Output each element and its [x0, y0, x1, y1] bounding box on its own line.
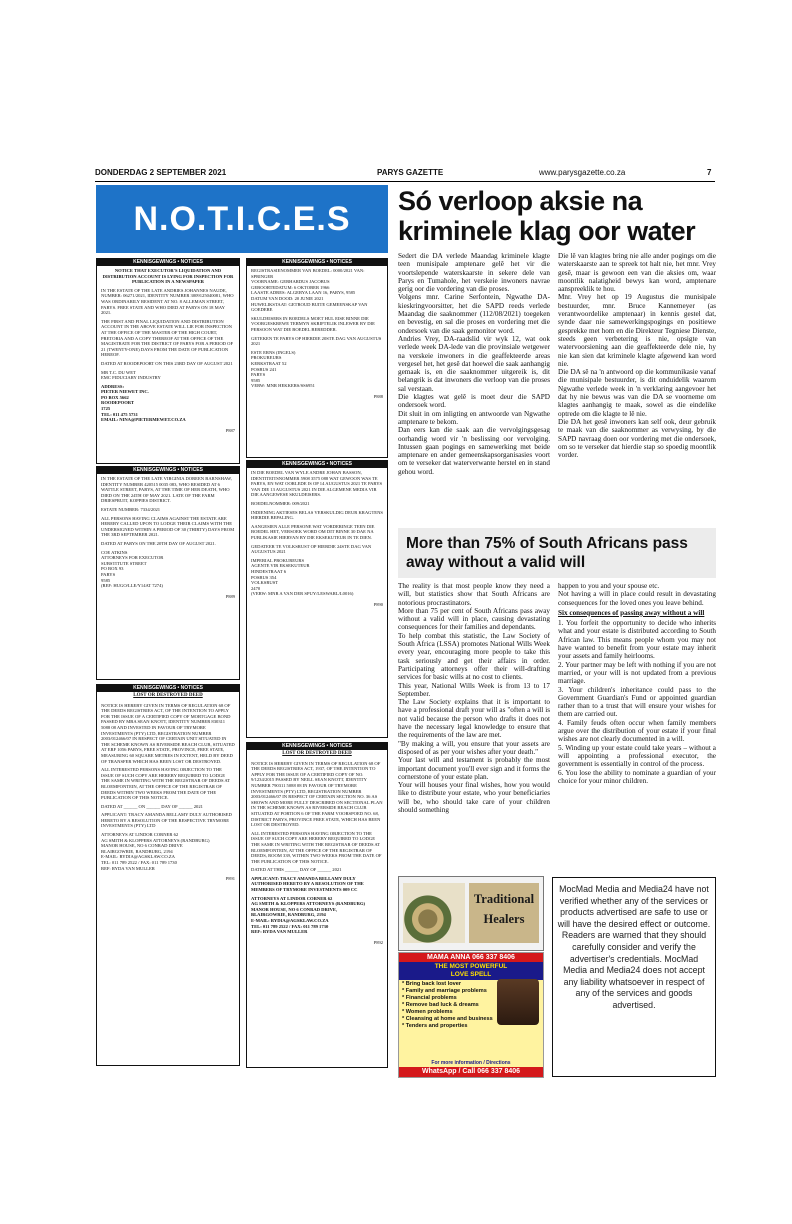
notice-ref: P892: [373, 939, 383, 945]
notice-paragraph: ALL PERSONS HAVING CLAIMS AGAINST THE ESTATE ARE HEREBY CALLED UPON TO LODGE THEIR CLAIMS WITH THE UNDERSIGNED WITHIN A PERIOD OF 30 (THIRTY) DAYS FROM THE 3RD SEPTEMBER 2021.: [101, 515, 235, 538]
article-headline-wills: More than 75% of South Africans pass away without a valid will: [398, 528, 716, 578]
ad-service-item: * Financial problems: [402, 995, 457, 1001]
notice-box-lost-deed-2: [246, 742, 388, 1068]
masthead: [95, 168, 715, 182]
notice-bar: KENNISGEWINGS • NOTICES: [247, 743, 387, 750]
notice-paragraph: SKULDEISERS IN BOEDELS MOET HUL EISE BINNE DIE VOORGESKREWE TERMYN SKRIFTELIK INLEWER BY DIE PERSOON WAT DIE BOEDEL BEREDDER.: [251, 315, 375, 332]
ad-service-item: * Tenders and properties: [402, 1023, 468, 1029]
advertising-disclaimer: [552, 877, 716, 1077]
healers-line-1: Traditional: [473, 892, 535, 906]
notice-paragraph: THE FIRST AND FINAL LIQUIDATION AND DISTRIBUTION ACCOUNT IN THE ABOVE ESTATE WILL LIE FOR INSPECTION AT THE OFFICE OF THE MASTER OF THE HIGH COURT, PRETORIA AND A COPY THEREOF AT THE OFFICE OF THE MAGISTRATE FOR THE DISTRICT OF PARYS FOR A PERIOD OF 21 (TWENTY-ONE) DAYS FROM THE DATE OF PUBLICATION HEREOF.: [101, 318, 234, 358]
notice-paragraph: IN THE ESTATE OF THE LATE VIRGINIA DOREEN BARNSHAW, IDENTITY NUMBER 420515 0035 083, WHO RESIDED AT 6 WATTLE STREET, PARYS, AT THE TIME OF HER DEATH, WHO DIED ON THE 24TH OF MAY 2021. LATE OF THE FARM DRIESPRUIT, KOPPIES DISTRICT.: [101, 476, 232, 504]
notice-paragraph: MR T.C. DU WET EMC FIDUCIARY INDUSTRY: [101, 369, 161, 381]
notice-paragraph: BOEDELNOMMER: 009/2021: [251, 500, 310, 506]
healers-line-2: Healers: [483, 912, 525, 926]
healers-title: [469, 883, 539, 943]
notice-paragraph: IN DIE BOEDEL VAN WYLE ANDRE JOHAN BASSON, IDENTITEITSNOMMER 5908 3575 088 WAT GEWOON WAS TE PARYS, EN WAT OORLEDE IS OP 14 AUGUSTUS 2021 TE PARYS VAN DIE 13 AUGUSTUS 2021 IN DIE ALGEMENE MEDIA VIR DIE AANGEWESE SKULDEISERS.: [251, 470, 383, 498]
notice-bar: KENNISGEWINGS • NOTICES: [247, 461, 387, 468]
paper-name: PARYS GAZETTE: [377, 168, 444, 177]
notice-bar: KENNISGEWINGS • NOTICES: [97, 259, 239, 266]
article-paragraph: happen to you and your spouse etc. Not having a will in place could result in devastating consequences for the loved ones you leave behind.: [558, 582, 716, 607]
herbs-image: [403, 883, 465, 943]
notice-address: ADDRESS: PIETER NIEWET INC. PO BOX 5662 ROODEPOORT 1725 TEL: 011 475 5731 EMAIL: NINA@PIETERMEWET.CO.ZA: [101, 383, 186, 423]
ad-more-info: For more information / Directions: [431, 1060, 511, 1066]
ad-service-item: * Family and marriage problems: [402, 988, 487, 994]
notice-paragraph: REGISTRASIENOMMER VAN BOEDEL: 0000/2021 VAN: SPRINGER VOORNAME: GERHARDUS JACOBUS GEBOORTEDATUM: 6 OKTOBER 1966 LAASTE ADRES: ALGERYA LAAN 16, PARYS, 9585 DATUM VAN DOOD: 20 JUNIE 2021 HUWELIKSTAAT: GETROUD BUITE GEMEENSKAP VAN GOEDERE: [251, 268, 368, 313]
notice-title: NOTICE THAT EXECUTOR'S LIQUIDATION AND DISTRIBUTION ACCOUNT IS LYING FOR INSPECTION FOR PUBLICATION IN A NEWSPAPER: [102, 268, 234, 285]
notice-ref: P887: [225, 427, 235, 433]
disclaimer-text: MocMad Media and Media24 have not verified whether any of the services or products advertised are safe to use or will have the desired effect or outcome. Readers are warned that they should carefully consider and verify the advertiser's credentials. MocMad Media and Media24 does not accept any liability whatsoever in respect of any of the services and goods advertised.: [557, 884, 711, 1010]
notice-paragraph: ALL INTERESTED PERSONS HAVING OBJECTION TO THE ISSUE OF SUCH COPY ARE HEREBY REQUIRED TO LODGE THE SAME IN WRITING WITH THE REGISTRAR OF DEEDS AT BLOEMFONTEIN, AT THE OFFICE OF THE REGISTRAR OF DEEDS, ROOM 339, WITHIN TWO WEEKS FROM THE DATE OF THE PUBLICATION OF THIS NOTICE.: [251, 830, 382, 864]
notice-box-basson: [246, 460, 388, 738]
notices-header: N.O.T.I.C.E.S: [96, 185, 388, 253]
ad-service-item: * Bring back lost lover: [402, 981, 462, 987]
article-headline-water: Só verloop aksie na kriminele klag oor water: [398, 186, 696, 246]
notice-paragraph: DATED AT THIS ______ DAY OF ______ 2021: [251, 867, 342, 873]
notice-bar: KENNISGEWINGS • NOTICES: [97, 685, 239, 692]
notice-address: ATTORNEYS AT LINDOR CORNER 62 AG SMITH & KLOPPERS ATTORNEYS (RANDBURG) MANOR HOUSE, NO 6 CONRAD DRIVE, BLAIRGOWRIE, RANDBURG, 2194 E-MAIL: RYDIA@AGSKLAW.CO.ZA TEL: 011 789 2522 / FAX: 011 789 1730 REF: RYDA VAN MULLER: [251, 895, 366, 935]
ad-traditional-healers[interactable]: [398, 876, 544, 951]
notice-box-executor: [96, 258, 240, 464]
ad-service-item: * Remove bad luck & dreams: [402, 1002, 479, 1008]
ad-subtitle: [399, 962, 543, 980]
notice-paragraph: INDIENING AKTIESES BELAS VERSKULDIG DEUR KRAGTENS HIERDIE BEPALING.: [251, 509, 383, 521]
notice-paragraph: GEDATEER TE VOLKSRUST OP HIERDIE 24STE DAG VAN AUGUSTUS 2021: [251, 543, 372, 555]
notice-paragraph: DATED AT ______ ON ______ DAY OF ______ 2021: [101, 803, 203, 809]
notice-paragraph: GETEKEN TE PARYS OP HIERDIE 20STE DAG VAN AUGUSTUS 2021: [251, 335, 382, 347]
ad-service-item: * Women problems: [402, 1009, 453, 1015]
notice-title: LOST OR DESTROYED DEED: [133, 693, 203, 698]
ad-subtitle-line-2: LOVE SPELL: [450, 971, 492, 978]
notice-ref: P889: [225, 593, 235, 599]
article-column: Sedert die DA verlede Maandag kriminele klagte teen munisipale amptenare gelê het vir die voortslepende waterskaarste in sekere dele van Parys en Tumahole, het verskeie inwoners navrae gerig oor die vordering van die proses. Volgens mnr. Carine Serfontein, Ngwathe DA-kieskringvoorsitter, het die SAPD reeds verlede Maandag die saaknommer (112/08/2021) toegeken en bevestig, en sal die proses en vordering met die ondersoek van die saak gemonitor word. Andries Vrey, DA-raadslid vir wyk 12, wat ook verlede week DA-lede van die provinsiale wetgewer na verskeie inwoners in die geaffekteerde areas vergesel het, het gesê dat hoewel die saak aanhangig gemaak is, en die saaknommer uitgereik is, dit belangrik is dat inwoners die verloop van die proses sal verstaan. Die klagtes wat gelê is moet deur die SAPD ondersoek word. Dit sluit in om inligting en antwoorde van Ngwathe amptenare te bekom. Dan eers kan die saak aan die vervolgingsgesag oorhandig word vir 'n beslissing oor vervolging. Intussen gaan pogings en samewerking met beide amptenare en ander gemeenskapsorganisasies voort om te verseker dat waterverwante herstel en in stand gehou word.: [398, 252, 550, 476]
ad-whatsapp[interactable]: WhatsApp / Call 066 337 8406: [399, 1067, 543, 1077]
notice-paragraph: IN THE ESTATE OF THE LATE ANDRIES JOHANNES NAUDE, NUMBER: 06271/2021, IDENTITY NUMBER 3009125040081, WHO WAS ORDINARILY RESIDENT AT NO. 8 ALLEMAN STREET, PARYS. FREE STATE AND WHO DIED AT PARYS ON 18 MAY 2021.: [101, 287, 234, 316]
notice-paragraph: NOTICE IS HEREBY GIVEN IN TERMS OF REGULATION 68 OF THE DEEDS REGISTRIES ACT, 1937, OF THE INTENTION TO APPLY FOR THE ISSUE OF A CERTIFIED COPY OF NO. 9/1234/2015 PASSED BY NEILL SEAN KNOTT, IDENTITY NUMBER 790311 5088 08 IN FAVOUR OF TRYMORE INVESTMENTS (PTY) LTD, REGISTRATION NUMBER 2003/012466/07 IN RESPECT OF CERTAIN SECTION NO. 36 AS SHOWN AND MORE FULLY DESCRIBED ON SECTIONAL PLAN IN THE SCHEME KNOWN AS RIVERSIDE BEACH CLUB SITUATED AT PORTION 6 OF THE FARM VOORSPOED NO. 68, DISTRICT PARYS, PROVINCE FREE STATE, WHICH HAS BEEN LOST OR DESTROYED.: [251, 760, 383, 828]
notice-bar: KENNISGEWINGS • NOTICES: [97, 467, 239, 474]
ad-service-item: * Cleansing at home and business: [402, 1016, 493, 1022]
notice-box-barnshaw: [96, 466, 240, 680]
notice-ref: P891: [225, 876, 235, 882]
notice-bar: KENNISGEWINGS • NOTICES: [247, 259, 387, 266]
ad-mama-anna[interactable]: [398, 952, 544, 1078]
notice-address: COE ATKINS ATTORNEYS FOR EXECUTOR SUBSTITUTE STREET PO BOX 93 PARYS 9585 (REF: HUGO/LLE/Y14AT 7274): [101, 549, 164, 589]
notice-paragraph: NOTICE IS HEREBY GIVEN IN TERMS OF REGULATION 68 OF THE DEEDS REGISTRIES ACT, OF THE INTENTION TO APPLY FOR THE ISSUE OF A CERTIFIED COPY OF MORTGAGE BOND PASSED BY MBA SEAN KNOTT, IDENTITY NUMBER 830311 5088 08 AND INVESTED IN FAVOUR OF TRYMORE INVESTMENTS (PTY) LTD, REGISTRATION NUMBER 2003/012466/07 IN RESPECT OF CERTAIN UNIT SITUATED IN THE SCHEME KNOWN AS RIVERSIDE BEACH CLUB, SITUATED AT ERF 1056 PARYS, FREE STATE, PROVINCE, FREE STATE, MEASURING 60 SQUARE METRES IN EXTENT, HELD BY DEED OF TRANSFER WHICH HAS BEEN LOST OR DESTROYED.: [101, 702, 235, 764]
article-column: [558, 582, 716, 872]
article-paragraph: 1. You forfeit the opportunity to decide who inherits what and your estate is distributed according to South African law. This means people whom you may not have wanted to benefit from your estate may inherit your assets and family heirlooms. 2. Your partner may be left with nothing if you are not married, or your will is not updated from a previous marriage. 3. Your children's inheritance could pass to the Government Guardian's Fund or appointed guardian rather than to a trust that will ensure your wishes for them are carried out. 4. Family feuds often occur when family members argue over the distribution of your estate if your final wishes are not clearly documented in a will. 5. Winding up your estate could take years – without a will appointing a professional executor, the government is essentially in control of the process. 6. You lose the ability to nominate a guardian of your choice for your minor children.: [558, 619, 716, 785]
notice-ref: P890: [373, 601, 383, 607]
article-subhead: Six consequences of passing away without a will: [558, 608, 705, 617]
notice-paragraph: DATED AT PARYS ON THE 20TH DAY OF AUGUST 2021.: [101, 540, 216, 546]
notice-address: IMPERIAL PROKUREURS AGENTE VIR EKSEKUTEUR HINDESTRAAT 6 POSBUS 354 VOLKSRUST 2470 (VERW: MNR A VAN DER SPUY/LESWARL/L0016): [251, 557, 354, 597]
notice-paragraph: ALL INTERESTED PERSONS HAVING OBJECTION TO THE ISSUE OF SUCH COPY ARE HEREBY REQUIRED TO LODGE THE SAME IN WRITING WITH THE REGISTRAR OF DEEDS AT BLOEMFONTEIN, AT THE OFFICE OF THE REGISTRAR OF DEEDS WITHIN TWO WEEKS FROM THE DATE OF THE PUBLICATION OF THIS NOTICE.: [101, 767, 230, 801]
page-number: 7: [707, 168, 712, 177]
ad-photo: [497, 979, 539, 1025]
notice-paragraph: APPLICANT: TRACY AMANDA BELLAMY DULY AUTHORISED HERETO BY A RESOLUTION OF THE RESPECTIVE TRYMORE INVESTMENTS (PTY) LTD: [101, 812, 232, 829]
notice-address: ATTORNEYS AT LINDOR CORNER 62 AG SMITH & KLOPPERS ATTORNEYS (RANDBURG) MANOR HOUSE, NO 6 CONRAD DRIVE BLAIRGOWRIE, RANDBURG, 2194 E-MAIL: RYDIA@AGSKLAW.CO.ZA TEL: 011 789 2522 / FAX: 011 789 1730 REF: RYDA VAN MULLER: [101, 832, 210, 871]
notice-ref: P888: [373, 393, 383, 399]
notice-title: LOST OR DESTROYED DEED: [282, 751, 352, 756]
notice-paragraph: APPLICANT: TRACY AMANDA BELLAMY DULY AUTHORISED HERETO BY A RESOLUTION OF THE MEMBERS OF TRYMORE INVESTMENTS 009 CC: [251, 875, 364, 893]
ad-title: MAMA ANNA 066 337 8406: [399, 953, 543, 962]
notice-paragraph: DATED AT ROODEPOORT ON THIS 23RD DAY OF AUGUST 2021: [101, 360, 233, 366]
masthead-rule: [95, 181, 715, 182]
article-column: The reality is that most people know they need a will, but statistics show that South Africans are notorious procrastinators. More than 75 per cent of South Africans pass away without a valid will in place, causing devastating consequences for their families and dependants. To help combat this statistic, the Law Society of South Africa (LSSA) promotes National Wills Week every year, encouraging more people to take this task seriously and get their affairs in order. Participating attorneys offer their will-drafting services for basic wills at no cost to clients. This year, National Wills Week is from 13 to 17 September. The Law Society explains that it is important to have a professional draft your will as "often a will is not valid because the person who drafts it does not have the necessary legal knowledge to ensure that the requirements of the law are met. "By making a will, you ensure that your assets are disposed of as per your wishes after your death." Your last will and testament is probably the most important document you'll ever sign and it forms the cornerstone of your estate plan. Your will houses your final wishes, how you would like to distribute your estate, who your beneficiaries will be, who should take care of your children should something: [398, 582, 550, 815]
issue-date: DONDERDAG 2 SEPTEMBER 2021: [95, 168, 227, 177]
notice-address: ESTE ERNS (INGELS) PROKUREURS KERKSTRAAT 52 POSBUS 241 PARYS 9585 VERW: MNR HEKKERS/SS6951: [251, 349, 315, 389]
article-column: Die lê van klagtes bring nie alle ander pogings om die waterskaarste aan te spreek tot halt nie, het mnr. Vrey gesê, maar is gewoon een van die aksies om, waar moontlik nalatigheid bewys kan word, amptenare aanspreeklik te hou. Mnr. Vrey het op 19 Augustus die munisipale bestuurder, mnr. Bruce Kannemeyer (as verantwoordelike amptenaar) in kennis gestel dat, synde daar nie samewerkingspogings en positiewe gesprekke met hom en die Direkteur Tegniese Dienste, steeds geen verbetering is nie, opsigte van watervoorsiening aan die geaffekteerde dele nie, hy nie kan sien dat kriminele klagte afgewend kan word nie. Die DA sê na 'n antwoord op die kommunikasie vanaf die munisipale bestuurder, is dit onduidelik waarom Ngwathe verlede week in 'n verklaring aangevoer het dat hy nie bewus was van die DA se voorneme om klagtes aanhangig te maak, sowel as die eindelike optrede om die klagte te lê nie. Die DA het gesê inwoners kan self ook, deur gebruik te maak van die saaknommer as verwysing, by die SAPD navraag doen oor vordering met die ondersoek, om so te verseker dat hierdie stap so spoedig moontlik vorder.: [558, 252, 716, 460]
notice-paragraph: ESTATE NUMBER: 7334/2021: [101, 506, 161, 512]
notice-paragraph: AANGESIEN ALLE PERSONE WAT VORDERINGE TEEN DIE BOEDEL HET, VERSOEK WORD OM DIT BINNE 30 DAE NA PUBLIKASIE HIERVAN BY DIE EKSEKUTEUR IN TE DIEN.: [251, 523, 375, 540]
notice-box-lost-deed-1: [96, 684, 240, 1066]
notice-box-springer: [246, 258, 388, 458]
ad-subtitle-line-1: THE MOST POWERFUL: [434, 963, 508, 970]
website-link[interactable]: www.parysgazette.co.za: [539, 168, 626, 177]
